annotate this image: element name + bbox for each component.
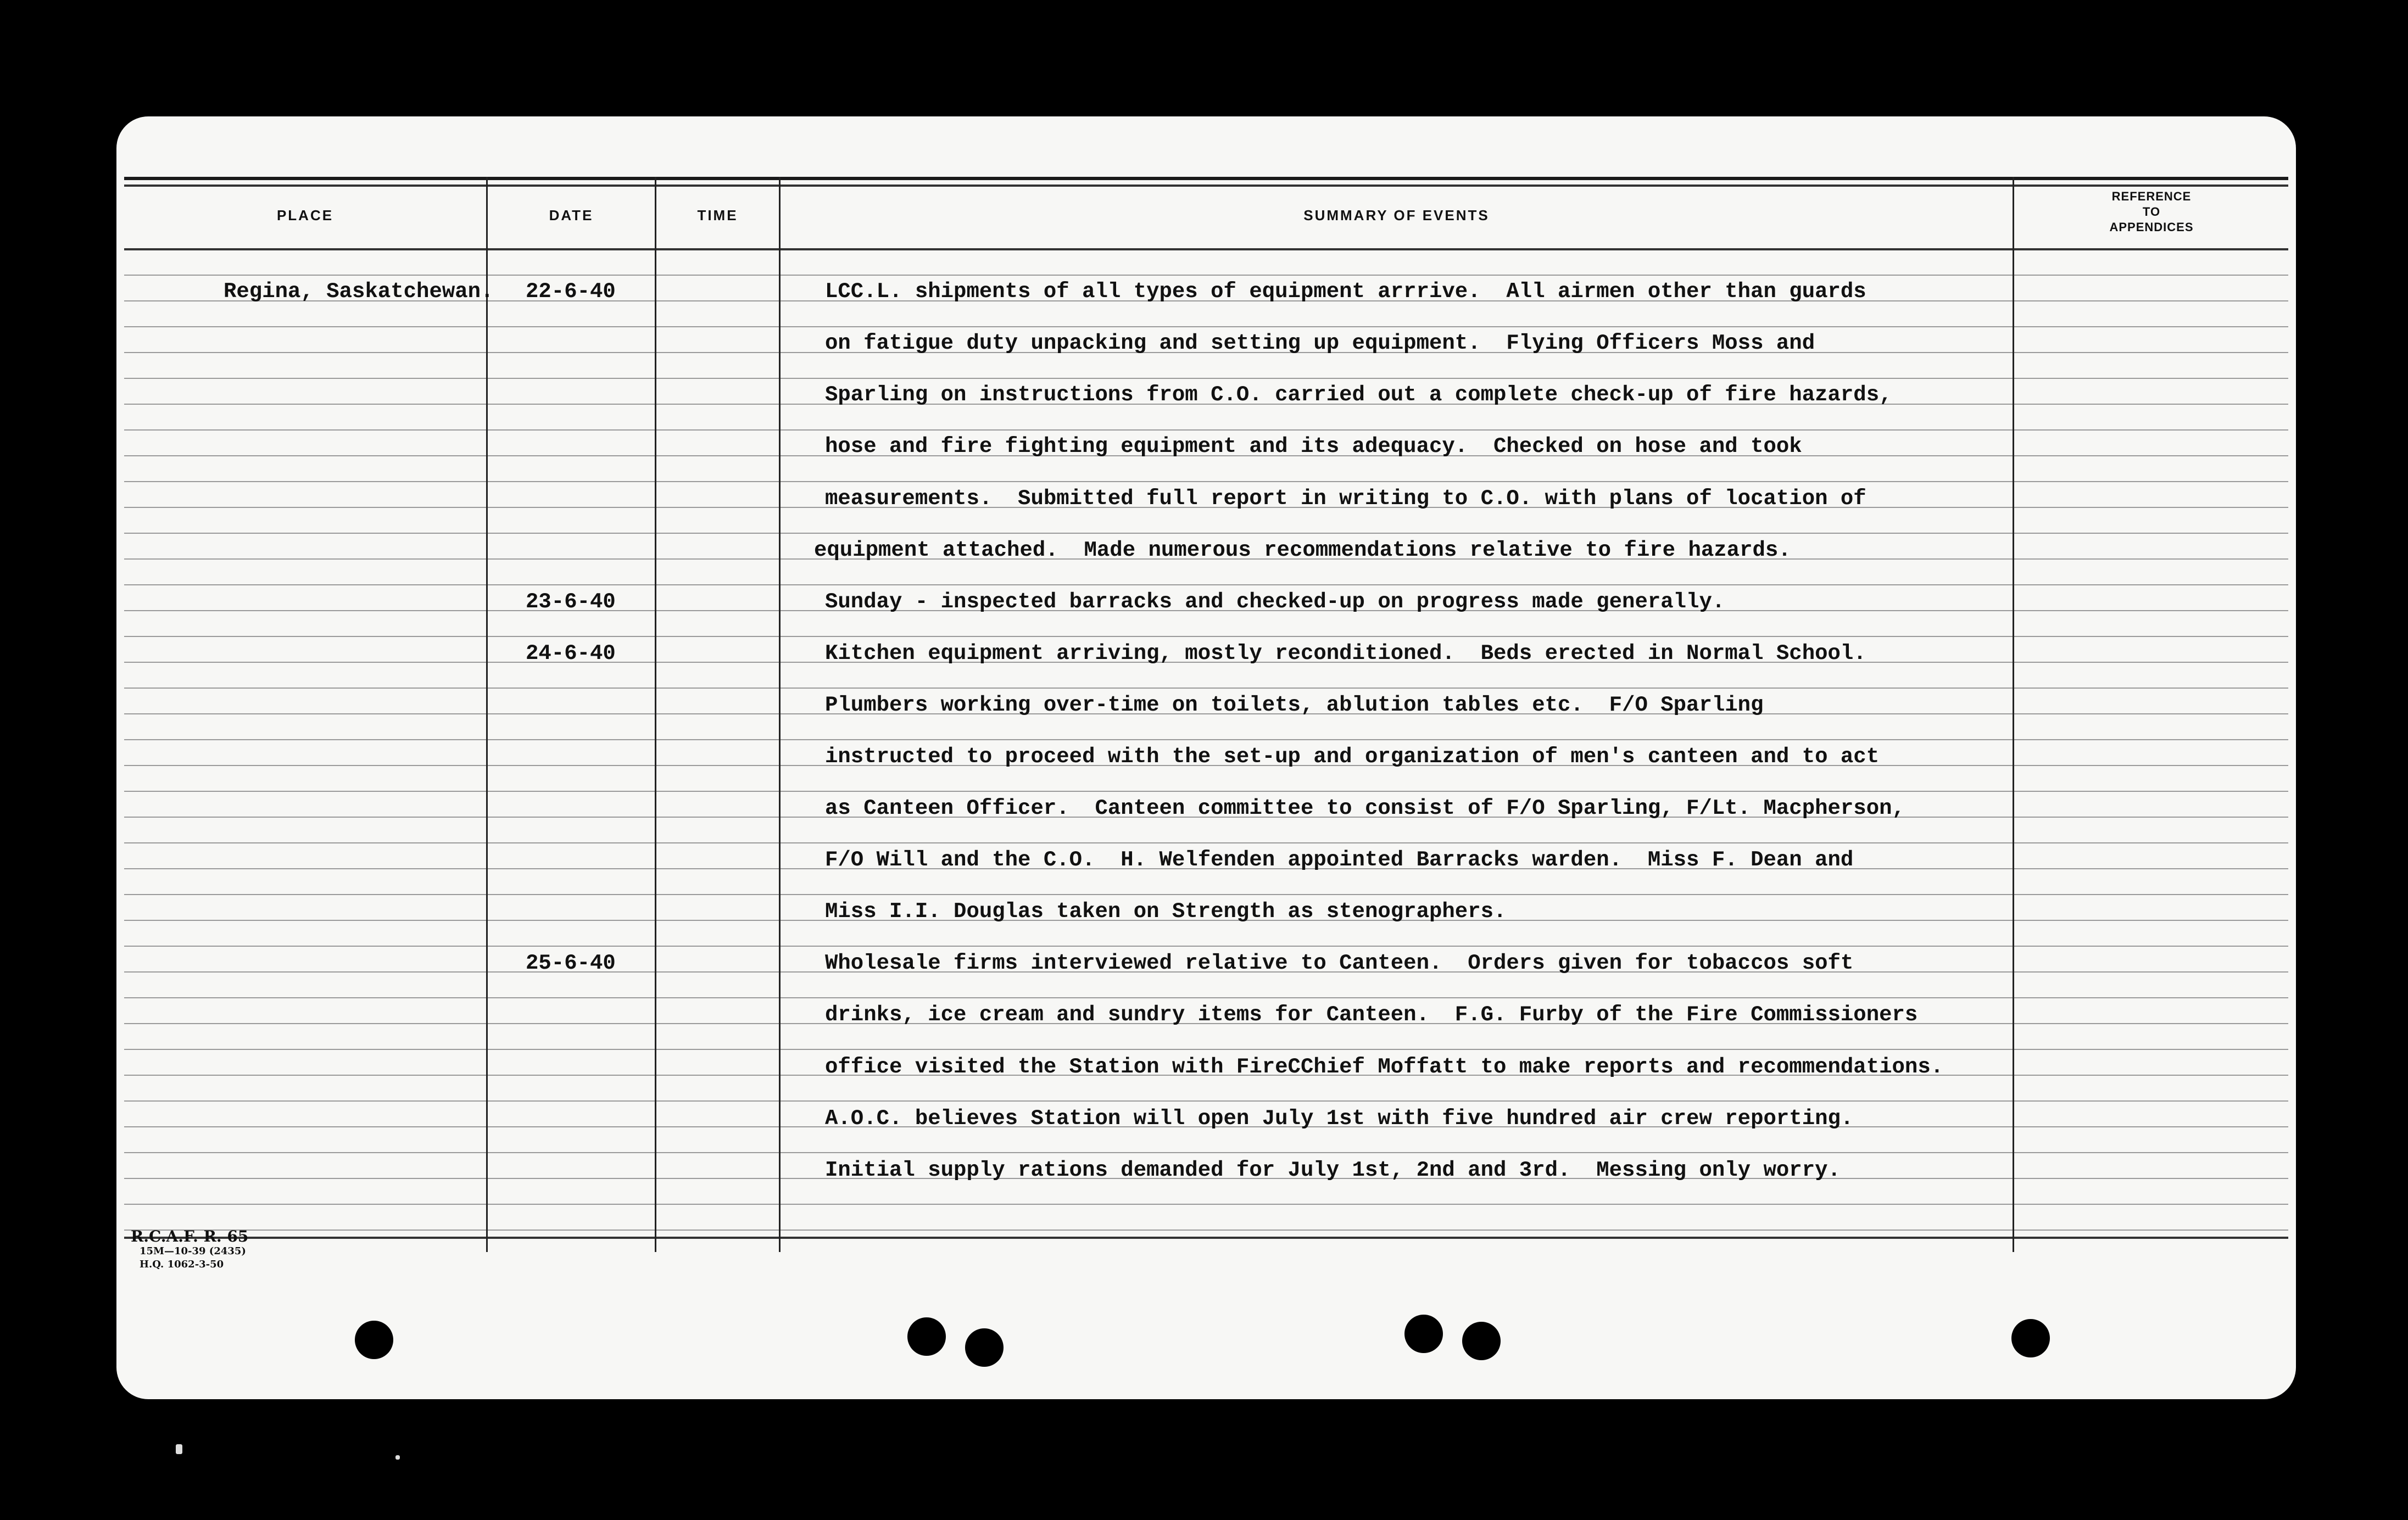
ruling-line [124,1230,2288,1231]
summary-line: equipment attached. Made numerous recommendations relative to fire hazards. [814,538,1791,562]
form-hq-reference: H.Q. 1062-3-50 [140,1259,224,1270]
date-entry: 22-6-40 [526,280,616,304]
summary-line: drinks, ice cream and sundry items for Canteen. F.G. Furby of the Fire Commissioners [825,1003,1918,1027]
ruling-line [124,1204,2288,1205]
column-divider-date [655,177,656,1252]
column-divider-summary [2013,177,2014,1252]
form-number: R.C.A.F. R. 65 [131,1227,249,1245]
summary-line: Kitchen equipment arriving, mostly reconditioned. Beds erected in Normal School. [825,641,1866,666]
form-code [131,1228,248,1271]
form-print-run: 15M—10-39 (2435) [140,1245,246,1257]
summary-line: measurements. Submitted full report in writing to C.O. with plans of location of [825,487,1866,511]
header-place: PLACE [276,207,334,223]
place-entry: Regina, Saskatchewan. [224,280,494,304]
summary-line: A.O.C. believes Station will open July 1st with five hundred air crew reporting. [825,1107,1854,1131]
binder-hole [2011,1319,2050,1357]
summary-line: on fatigue duty unpacking and setting up equipment. Flying Officers Moss and [825,331,1815,355]
film-speck [395,1455,400,1460]
summary-line: as Canteen Officer. Canteen committee to consist of F/O Sparling, F/Lt. Macpherson, [825,796,1905,820]
film-speck [176,1444,182,1454]
binder-hole [355,1321,393,1359]
summary-line: F/O Will and the C.O. H. Welfenden appointed Barracks warden. Miss F. Dean and [825,848,1854,872]
summary-line: Initial supply rations demanded for July 1st, 2nd and 3rd. Messing only worry. [825,1158,1841,1182]
date-entry: 25-6-40 [526,951,616,975]
date-entry: 24-6-40 [526,641,616,666]
column-divider-place [486,177,488,1252]
header-summary: SUMMARY OF EVENTS [1303,207,1490,223]
summary-line: Sparling on instructions from C.O. carried out a complete check-up of fire hazards, [825,383,1892,407]
binder-hole [965,1328,1004,1367]
summary-line: Miss I.I. Douglas taken on Strength as stenographers. [825,899,1507,924]
summary-line: Plumbers working over-time on toilets, ablution tables etc. F/O Sparling [825,693,1764,717]
ruling-line [124,1237,2288,1239]
summary-line: LCC.L. shipments of all types of equipment arrrive. All airmen other than guards [825,280,1866,304]
ruling-line [124,177,2288,180]
column-divider-time [779,177,781,1252]
summary-line: Sunday - inspected barracks and checked-up on progress made generally. [825,590,1725,614]
binder-hole [907,1317,946,1356]
header-reference: REFERENCE TO APPENDICES [2109,189,2194,234]
header-date: DATE [549,207,594,223]
binder-hole [1404,1315,1443,1353]
ruling-line [124,185,2288,187]
summary-line: instructed to proceed with the set-up and organization of men's canteen and to act [825,745,1880,769]
diary-form-card [116,116,2296,1399]
date-entry: 23-6-40 [526,590,616,614]
ruling-line [124,248,2288,250]
summary-line: hose and fire fighting equipment and its adequacy. Checked on hose and took [825,434,1802,459]
binder-hole [1462,1322,1501,1360]
summary-line: Wholesale firms interviewed relative to Canteen. Orders given for tobaccos soft [825,951,1854,975]
header-time: TIME [697,207,738,223]
summary-line: office visited the Station with FireCChief Moffatt to make reports and recommendations. [825,1055,1944,1079]
